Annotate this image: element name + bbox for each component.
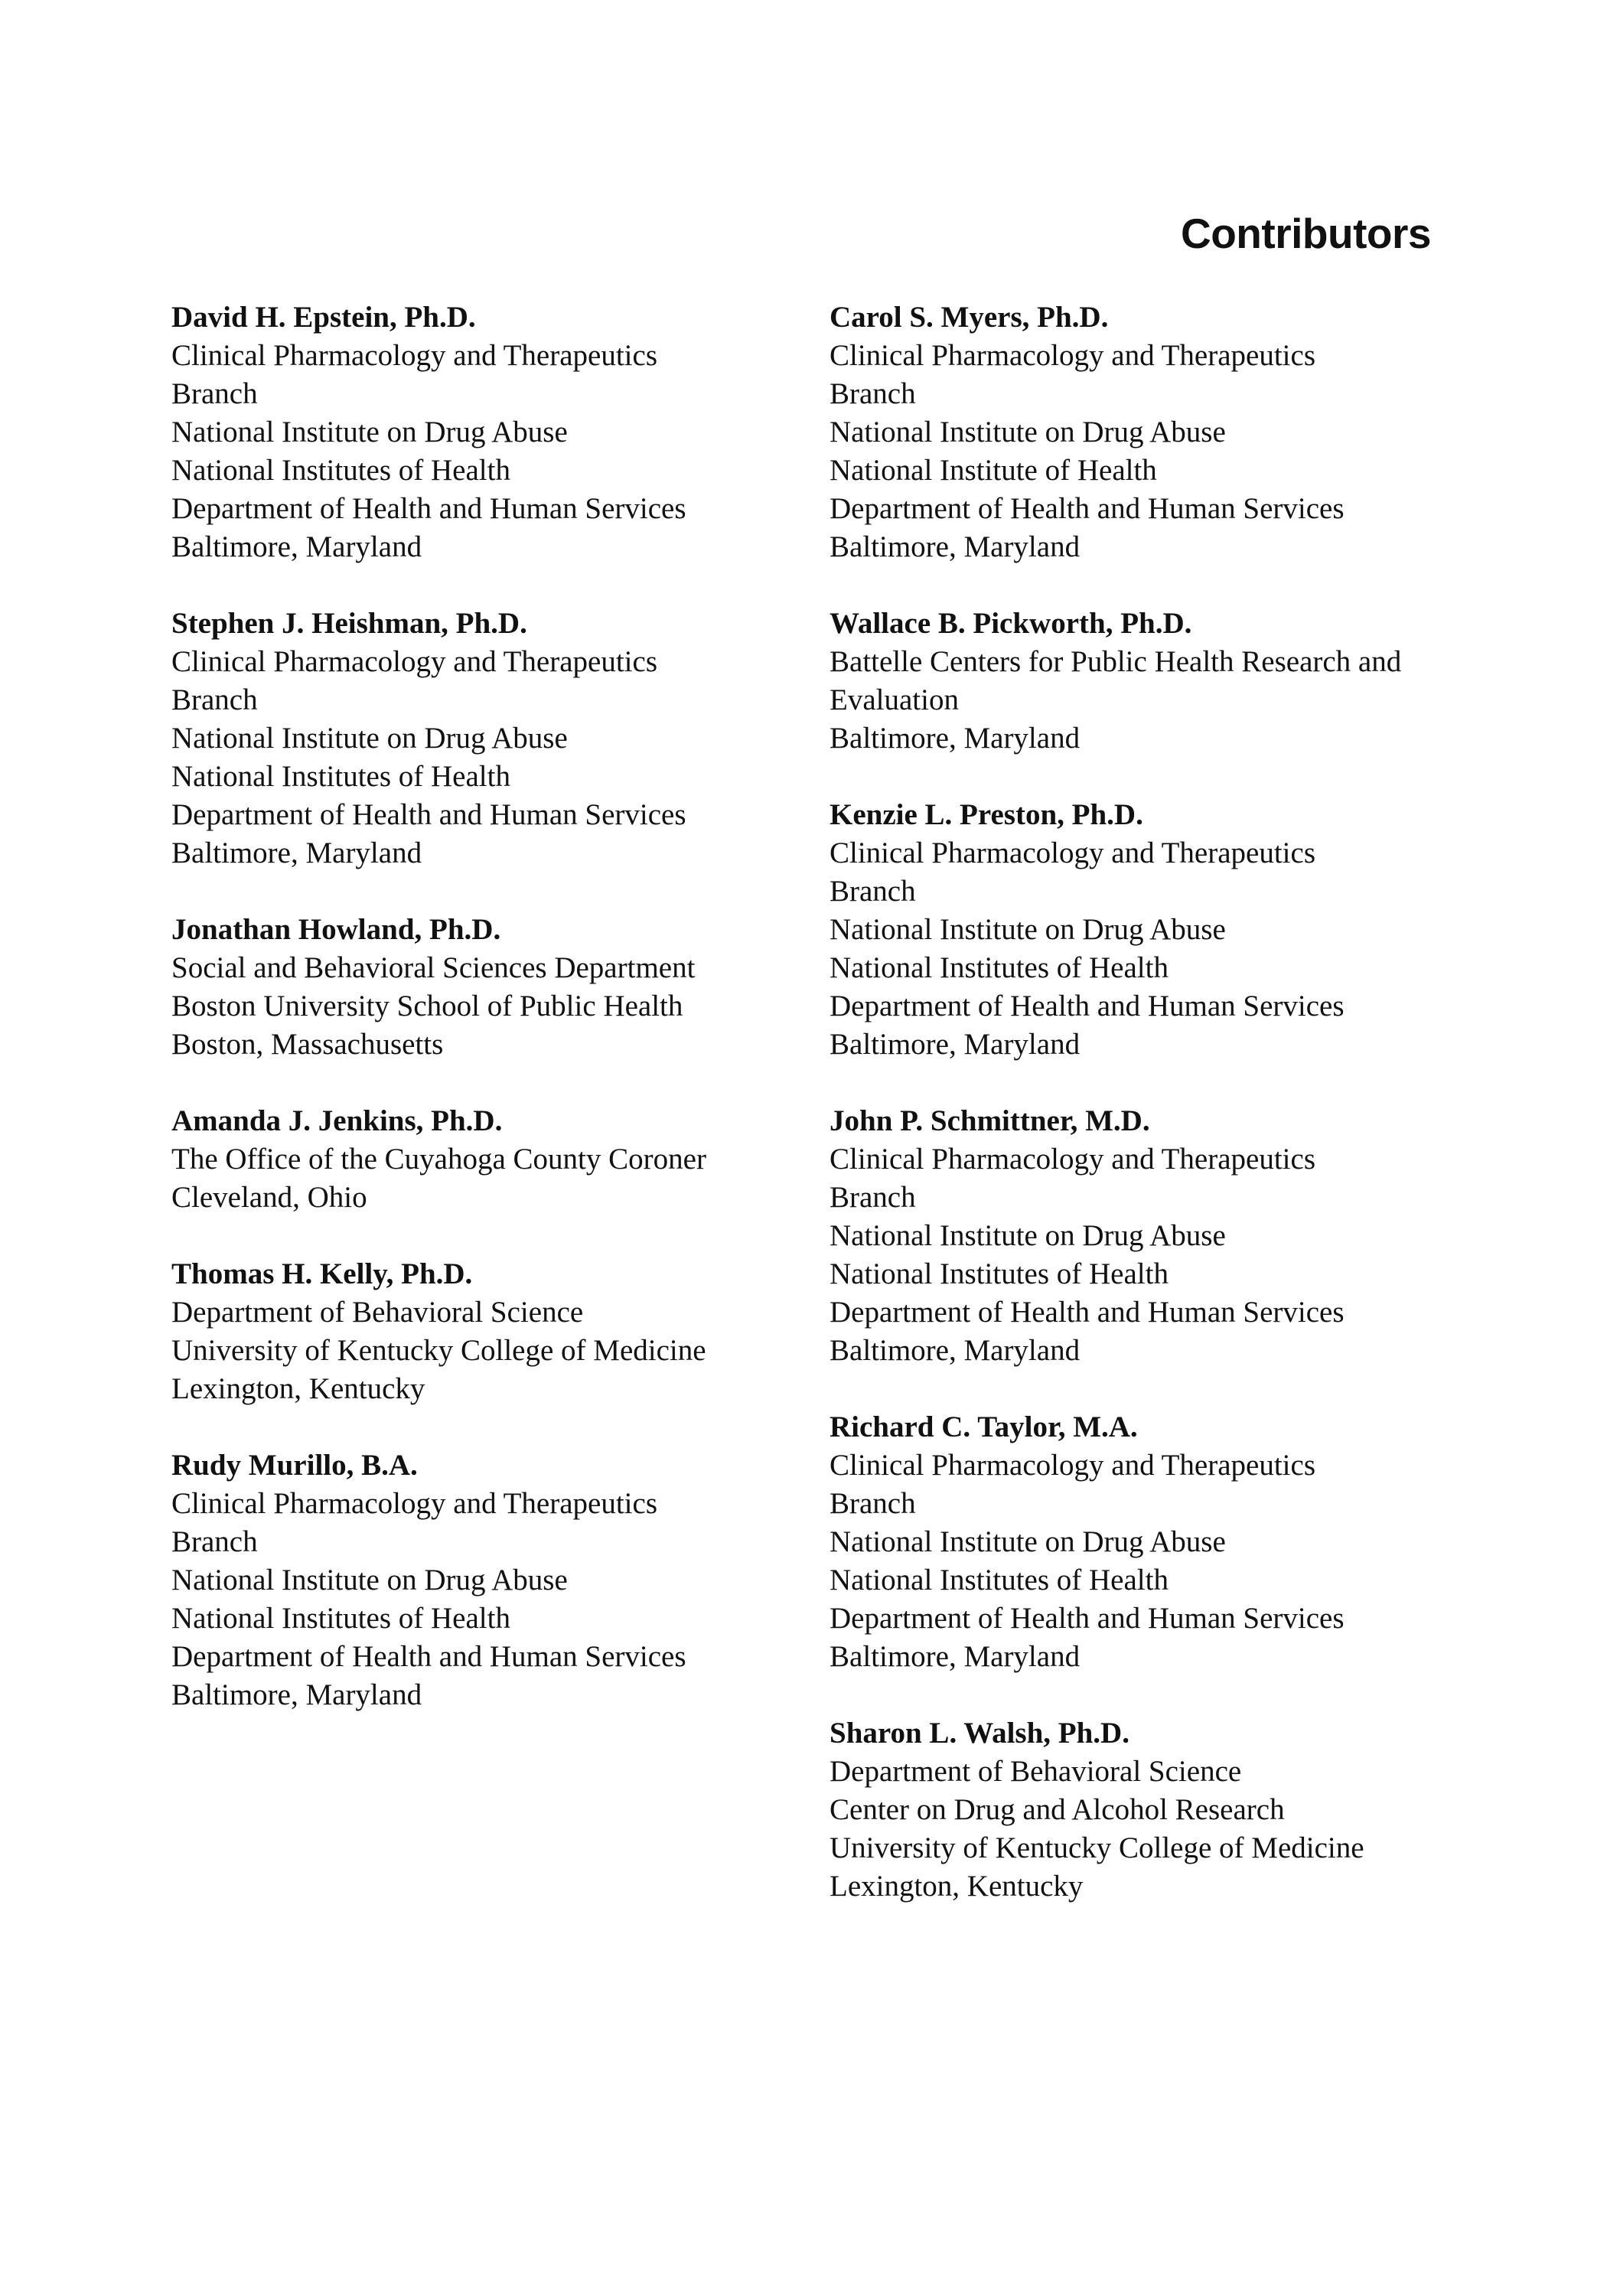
affiliation-line: National Institute on Drug Abuse bbox=[830, 416, 1226, 448]
affiliation-line: Clinical Pharmacology and Therapeutics bbox=[830, 1143, 1316, 1176]
contributor-name: Wallace B. Pickworth, Ph.D. bbox=[830, 607, 1192, 640]
affiliation-line: Baltimore, Maryland bbox=[830, 722, 1081, 755]
affiliation-line: Department of Behavioral Science bbox=[830, 1755, 1242, 1788]
affiliation-line: Branch bbox=[171, 377, 258, 410]
affiliation-line: University of Kentucky College of Medicine bbox=[171, 1334, 706, 1367]
affiliation-line: National Institute on Drug Abuse bbox=[171, 416, 568, 448]
contributor-name: Richard C. Taylor, M.A. bbox=[830, 1411, 1138, 1443]
affiliation-line: Evaluation bbox=[830, 683, 959, 716]
affiliation-line: Branch bbox=[830, 875, 916, 908]
affiliation-line: National Institute on Drug Abuse bbox=[171, 1564, 568, 1596]
contributor-name: John P. Schmittner, M.D. bbox=[830, 1104, 1150, 1137]
affiliation-line: Clinical Pharmacology and Therapeutics bbox=[830, 837, 1316, 869]
contributor-entry bbox=[171, 1255, 845, 1408]
affiliation-line: Baltimore, Maryland bbox=[171, 530, 422, 563]
contributor-name: Sharon L. Walsh, Ph.D. bbox=[830, 1717, 1129, 1750]
affiliation-line: Department of Health and Human Services bbox=[171, 798, 686, 831]
affiliation-line: Baltimore, Maryland bbox=[830, 1028, 1081, 1061]
affiliation-line: Center on Drug and Alcohol Research bbox=[830, 1793, 1285, 1826]
contributor-name: Jonathan Howland, Ph.D. bbox=[171, 913, 501, 946]
affiliation-line: Department of Health and Human Services bbox=[171, 492, 686, 525]
affiliation-line: Branch bbox=[830, 1487, 916, 1520]
contributor-name: Thomas H. Kelly, Ph.D. bbox=[171, 1257, 473, 1290]
affiliation-line: Lexington, Kentucky bbox=[830, 1870, 1084, 1903]
affiliation-line: Clinical Pharmacology and Therapeutics bbox=[830, 339, 1316, 372]
affiliation-line: Branch bbox=[171, 1525, 258, 1558]
affiliation-line: Cleveland, Ohio bbox=[171, 1181, 367, 1214]
affiliation-line: National Institutes of Health bbox=[171, 760, 510, 793]
contributors-column-right bbox=[830, 298, 1503, 1944]
affiliation-line: National Institutes of Health bbox=[830, 1564, 1169, 1596]
affiliation-line: Department of Health and Human Services bbox=[830, 990, 1345, 1022]
affiliation-line: Branch bbox=[171, 683, 258, 716]
page-title: Contributors bbox=[1180, 210, 1431, 257]
affiliation-line: National Institutes of Health bbox=[171, 1602, 510, 1635]
contributors-column-left bbox=[171, 298, 845, 1753]
contributor-entry bbox=[171, 1102, 845, 1217]
affiliation-line: Lexington, Kentucky bbox=[171, 1372, 425, 1405]
affiliation-line: Baltimore, Maryland bbox=[171, 1678, 422, 1711]
affiliation-line: Baltimore, Maryland bbox=[830, 1640, 1081, 1673]
contributor-name: Kenzie L. Preston, Ph.D. bbox=[830, 798, 1143, 831]
affiliation-line: Social and Behavioral Sciences Department bbox=[171, 951, 696, 984]
contributor-name: Rudy Murillo, B.A. bbox=[171, 1449, 418, 1482]
affiliation-line: National Institute on Drug Abuse bbox=[830, 1219, 1226, 1252]
affiliation-line: Baltimore, Maryland bbox=[830, 1334, 1081, 1367]
contributor-entry bbox=[830, 796, 1503, 1064]
affiliation-line: Baltimore, Maryland bbox=[171, 837, 422, 869]
contributor-entry bbox=[830, 1714, 1503, 1906]
affiliation-line: Department of Health and Human Services bbox=[171, 1640, 686, 1673]
affiliation-line: Branch bbox=[830, 377, 916, 410]
affiliation-line: Department of Health and Human Services bbox=[830, 1296, 1345, 1329]
contributor-entry bbox=[171, 298, 845, 566]
contributor-entry bbox=[830, 1102, 1503, 1370]
contributor-name: Carol S. Myers, Ph.D. bbox=[830, 301, 1109, 334]
contributor-entry bbox=[830, 605, 1503, 758]
contributor-entry bbox=[171, 1446, 845, 1714]
contributor-name: David H. Epstein, Ph.D. bbox=[171, 301, 476, 334]
contributor-entry bbox=[830, 1408, 1503, 1676]
affiliation-line: National Institute on Drug Abuse bbox=[830, 1525, 1226, 1558]
affiliation-line: National Institutes of Health bbox=[830, 1257, 1169, 1290]
affiliation-line: Battelle Centers for Public Health Research and bbox=[830, 645, 1402, 678]
affiliation-line: Department of Health and Human Services bbox=[830, 492, 1345, 525]
affiliation-line: Boston University School of Public Health bbox=[171, 990, 683, 1022]
affiliation-line: University of Kentucky College of Medicine bbox=[830, 1831, 1364, 1864]
contributor-name: Amanda J. Jenkins, Ph.D. bbox=[171, 1104, 503, 1137]
affiliation-line: Department of Health and Human Services bbox=[830, 1602, 1345, 1635]
affiliation-line: National Institute of Health bbox=[830, 454, 1157, 487]
affiliation-line: National Institute on Drug Abuse bbox=[171, 722, 568, 755]
contributor-entry bbox=[830, 298, 1503, 566]
affiliation-line: Boston, Massachusetts bbox=[171, 1028, 444, 1061]
contributor-entry bbox=[171, 911, 845, 1064]
contributor-name: Stephen J. Heishman, Ph.D. bbox=[171, 607, 527, 640]
affiliation-line: National Institute on Drug Abuse bbox=[830, 913, 1226, 946]
affiliation-line: National Institutes of Health bbox=[830, 951, 1169, 984]
affiliation-line: Department of Behavioral Science bbox=[171, 1296, 584, 1329]
affiliation-line: Clinical Pharmacology and Therapeutics bbox=[171, 645, 658, 678]
affiliation-line: The Office of the Cuyahoga County Coroner bbox=[171, 1143, 706, 1176]
affiliation-line: National Institutes of Health bbox=[171, 454, 510, 487]
affiliation-line: Clinical Pharmacology and Therapeutics bbox=[171, 339, 658, 372]
affiliation-line: Clinical Pharmacology and Therapeutics bbox=[171, 1487, 658, 1520]
affiliation-line: Clinical Pharmacology and Therapeutics bbox=[830, 1449, 1316, 1482]
affiliation-line: Branch bbox=[830, 1181, 916, 1214]
affiliation-line: Baltimore, Maryland bbox=[830, 530, 1081, 563]
contributor-entry bbox=[171, 605, 845, 872]
